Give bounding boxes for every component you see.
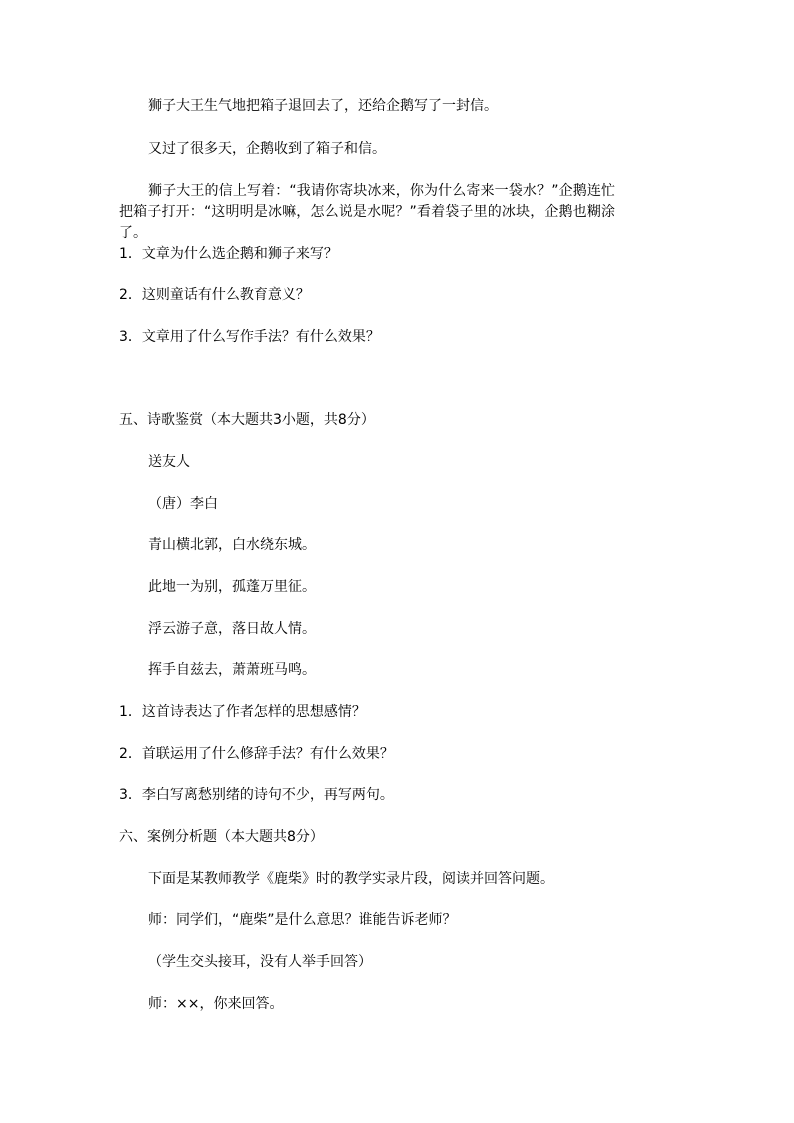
section-5-heading: 五、诗歌鉴赏（本大题共3小题，共8分） [119, 412, 375, 428]
poem-question-1: 1．这首诗表达了作者怎样的思想感情？ [119, 704, 366, 720]
story-question-2: 2．这则童话有什么教育意义？ [119, 287, 310, 303]
poem-line-4: 挥手自兹去，萧萧班马鸣。 [148, 662, 316, 678]
poem-line-3: 浮云游子意，落日故人情。 [148, 621, 316, 637]
poem-line-2: 此地一为别，孤蓬万里征。 [148, 579, 316, 595]
story-paragraph-1: 狮子大王生气地把箱子退回去了，还给企鹅写了一封信。 [148, 98, 498, 114]
case-line-3: 师：××，你来回答。 [148, 996, 284, 1012]
story-paragraph-2: 又过了很多天，企鹅收到了箱子和信。 [148, 141, 386, 157]
case-line-1: 师：同学们，“鹿柴”是什么意思？谁能告诉老师？ [148, 912, 457, 928]
story-paragraph-3: 狮子大王的信上写着：“我请你寄块冰来，你为什么寄来一袋水？”企鹅连忙把箱子打开：“这明明是冰嘛，怎么说是水呢？”看着袋子里的冰块，企鹅也糊涂了。 [119, 183, 615, 241]
section-6-heading: 六、案例分析题（本大题共8分） [119, 829, 324, 845]
case-line-2: （学生交头接耳，没有人举手回答） [148, 954, 372, 970]
poem-author: （唐）李白 [148, 496, 218, 512]
story-question-1: 1．文章为什么选企鹅和狮子来写？ [119, 246, 338, 262]
poem-question-3: 3．李白写离愁别绪的诗句不少，再写两句。 [119, 787, 394, 803]
poem-title: 送友人 [148, 454, 190, 470]
poem-line-1: 青山横北郭，白水绕东城。 [148, 537, 316, 553]
story-question-3: 3．文章用了什么写作手法？有什么效果？ [119, 329, 380, 345]
poem-question-2: 2．首联运用了什么修辞手法？有什么效果？ [119, 746, 394, 762]
case-intro: 下面是某教师教学《鹿柴》时的教学实录片段，阅读并回答问题。 [148, 871, 554, 887]
